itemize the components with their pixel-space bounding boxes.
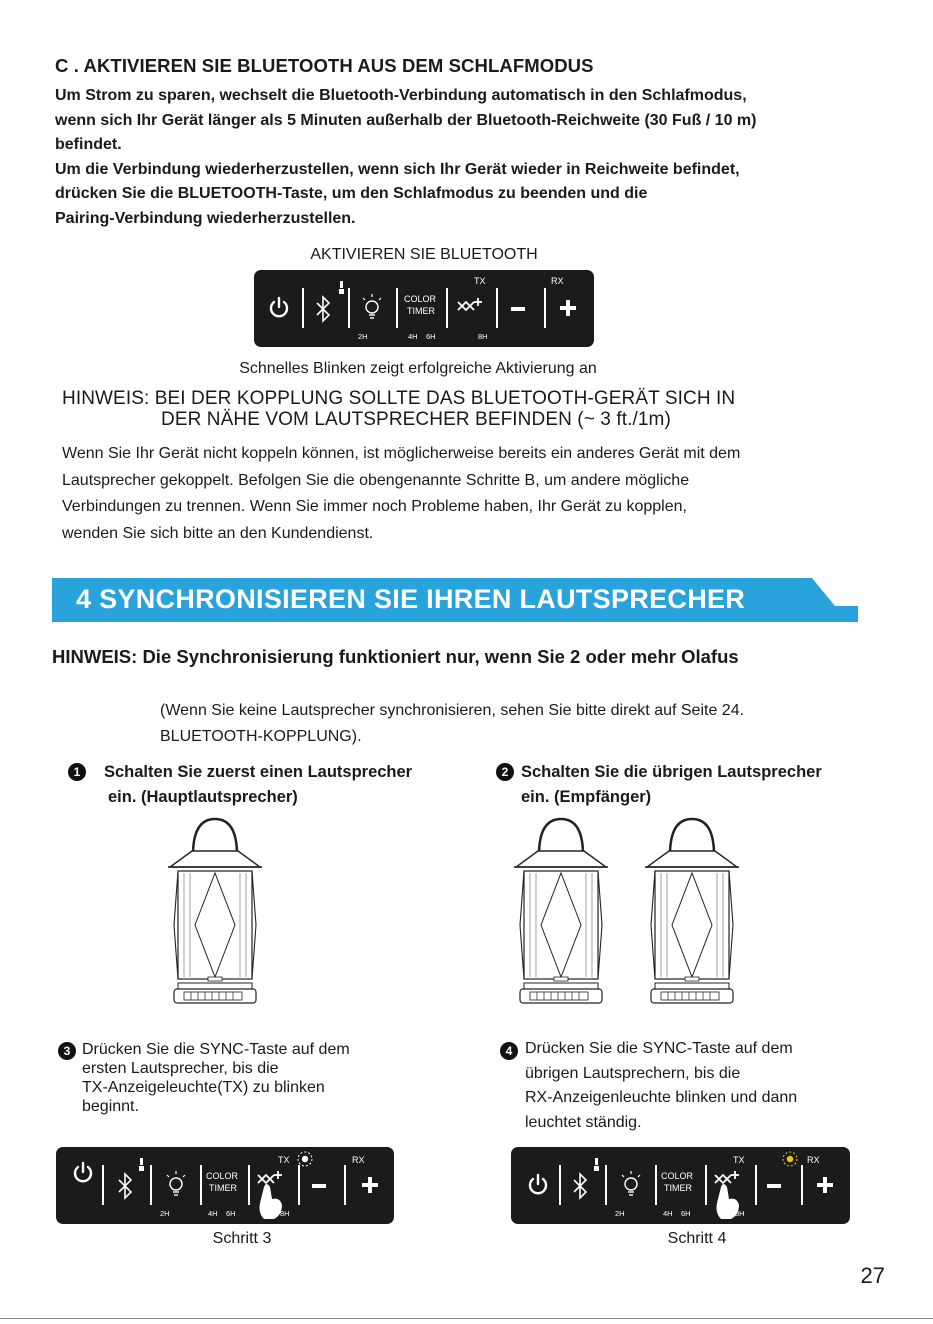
power-icon: [268, 296, 290, 320]
divider: [559, 1165, 561, 1205]
mic-led-icon: [593, 1157, 601, 1173]
lantern-speaker-illustration: [160, 815, 270, 1015]
timer-2h-label: 2H: [358, 332, 368, 341]
sync-skip-note: [160, 698, 744, 750]
panel-caption: Schnelles Blinken zeigt erfolgreiche Aktivierung an: [239, 360, 597, 377]
rx-label: RX: [551, 276, 564, 286]
step-line: beginnt.: [82, 1098, 139, 1115]
step-line: Drücken Sie die SYNC-Taste auf dem: [525, 1040, 793, 1057]
divider: [396, 288, 398, 328]
timer-8h-label: 8H: [735, 1209, 745, 1218]
power-icon: [527, 1173, 549, 1197]
minus-icon: [511, 307, 525, 311]
step-2-heading: [521, 760, 822, 810]
paren-line: (Wenn Sie keine Lautsprecher synchronisieren, sehen Sie bitte direkt auf Seite 24.: [160, 702, 745, 719]
timer-2h-label: 2H: [615, 1209, 625, 1218]
rx-indicator-blinking-icon: [781, 1150, 799, 1168]
mic-led-icon: [338, 280, 346, 296]
step-line: ein. (Hauptlautsprecher): [108, 788, 298, 806]
rx-label: RX: [352, 1155, 365, 1165]
step-3-text: [82, 1040, 350, 1116]
sync-icon: [456, 296, 484, 318]
note-line: DER NÄHE VOM LAUTSPRECHER BEFINDEN (~ 3 ft./1m): [161, 409, 671, 430]
page-bottom-rule: [0, 1318, 933, 1319]
timer-8h-label: 8H: [478, 332, 488, 341]
step-line: RX-Anzeigenleuchte blinken und dann: [525, 1089, 798, 1106]
timer-label: TIMER: [407, 306, 435, 316]
body-line: Wenn Sie Ihr Gerät nicht koppeln können, ist möglicherweise bereits ein anderes Gerät mit dem: [62, 445, 741, 462]
sync-note: HINWEIS: Die Synchronisierung funktioniert nur, wenn Sie 2 oder mehr Olafus: [52, 646, 739, 667]
divider: [102, 1165, 104, 1205]
divider: [801, 1165, 803, 1205]
timer-label: TIMER: [209, 1183, 237, 1193]
divider: [150, 1165, 152, 1205]
rx-label: RX: [807, 1155, 820, 1165]
plus-icon: [560, 300, 576, 316]
divider: [200, 1165, 202, 1205]
step-number: 3: [58, 1042, 76, 1060]
troubleshoot-text: [62, 441, 740, 547]
bluetooth-icon: [314, 295, 334, 323]
step-line: TX-Anzeigeleuchte(TX) zu blinken: [82, 1079, 325, 1096]
timer-2h-label: 2H: [160, 1209, 170, 1218]
plus-icon: [362, 1177, 378, 1193]
divider: [446, 288, 448, 328]
section-c-paragraph: [55, 84, 885, 231]
divider: [248, 1165, 250, 1205]
timer-4h-label: 4H: [663, 1209, 673, 1218]
page-number: 27: [860, 1263, 885, 1288]
step-4-caption: Schritt 4: [667, 1230, 727, 1247]
panel-title: AKTIVIEREN SIE BLUETOOTH: [310, 246, 538, 263]
timer-6h-label: 6H: [226, 1209, 236, 1218]
divider: [348, 288, 350, 328]
tx-label: TX: [278, 1155, 290, 1165]
body-line: Verbindungen zu trennen. Wenn Sie immer noch Probleme haben, Ihr Gerät zu kopplen,: [62, 498, 687, 515]
timer-4h-label: 4H: [408, 332, 418, 341]
color-label: COLOR: [206, 1171, 239, 1181]
plus-icon: [817, 1177, 833, 1193]
light-bulb-icon: [619, 1169, 643, 1199]
step-number: 4: [500, 1042, 518, 1060]
divider: [298, 1165, 300, 1205]
paragraph-line: wenn sich Ihr Gerät länger als 5 Minuten außerhalb der Bluetooth-Reichweite (30 Fuß / 10 m): [55, 111, 757, 129]
step-line: ersten Lautsprecher, bis die: [82, 1060, 279, 1077]
step-number: 1: [68, 763, 86, 781]
tx-label: TX: [474, 276, 486, 286]
bluetooth-icon: [116, 1172, 136, 1200]
minus-icon: [767, 1184, 781, 1188]
step-line: Schalten Sie die übrigen Lautsprecher: [521, 763, 822, 781]
divider: [544, 288, 546, 328]
mic-led-icon: [138, 1157, 146, 1173]
timer-label: TIMER: [664, 1183, 692, 1193]
control-panel: [254, 270, 594, 347]
light-bulb-icon: [360, 292, 384, 322]
minus-icon: [312, 1184, 326, 1188]
step-line: leuchtet ständig.: [525, 1113, 642, 1131]
tx-indicator-blinking-icon: [296, 1150, 314, 1168]
step-line: ein. (Empfänger): [521, 788, 652, 806]
divider: [496, 288, 498, 328]
section-title: 4 SYNCHRONISIEREN SIE IHREN LAUTSPRECHER: [76, 584, 746, 614]
divider: [755, 1165, 757, 1205]
tx-label: TX: [733, 1155, 745, 1165]
section-c-heading: C . AKTIVIEREN SIE BLUETOOTH AUS DEM SCHLAFMODUS: [55, 55, 594, 76]
bluetooth-icon: [571, 1172, 591, 1200]
divider: [705, 1165, 707, 1205]
light-bulb-icon: [164, 1169, 188, 1199]
step-line: Drücken Sie die SYNC-Taste auf dem: [82, 1041, 350, 1058]
body-line: wenden Sie sich bitte an den Kundendienst.: [62, 524, 374, 542]
divider: [344, 1165, 346, 1205]
color-label: COLOR: [404, 294, 437, 304]
control-panel-step-3: [56, 1147, 394, 1224]
step-4-text: [525, 1037, 797, 1135]
divider: [605, 1165, 607, 1205]
step-number: 2: [496, 763, 514, 781]
pairing-note: [62, 388, 735, 430]
divider: [655, 1165, 657, 1205]
timer-6h-label: 6H: [426, 332, 436, 341]
control-panel-step-4: [511, 1147, 850, 1224]
timer-6h-label: 6H: [681, 1209, 691, 1218]
power-icon: [72, 1161, 94, 1185]
timer-8h-label: 8H: [280, 1209, 290, 1218]
lantern-speaker-illustration: [506, 815, 616, 1015]
divider: [302, 288, 304, 328]
paragraph-line: befindet.: [55, 136, 122, 153]
paragraph-line: Um die Verbindung wiederherzustellen, wenn sich Ihr Gerät wieder in Reichweite befindet,: [55, 160, 740, 178]
step-line: Schalten Sie zuerst einen Lautsprecher: [104, 763, 413, 781]
lantern-speaker-illustration: [637, 815, 747, 1015]
paragraph-line: drücken Sie die BLUETOOTH-Taste, um den Schlafmodus zu beenden und die: [55, 185, 648, 202]
note-line: HINWEIS: BEI DER KOPPLUNG SOLLTE DAS BLUETOOTH-GERÄT SICH IN: [62, 388, 736, 409]
timer-4h-label: 4H: [208, 1209, 218, 1218]
step-3-caption: Schritt 3: [212, 1230, 272, 1247]
paragraph-line: Pairing-Verbindung wiederherzustellen.: [55, 209, 356, 227]
step-1-heading: [104, 760, 412, 810]
paren-line: BLUETOOTH-KOPPLUNG).: [160, 728, 362, 745]
color-label: COLOR: [661, 1171, 694, 1181]
step-line: übrigen Lautsprechern, bis die: [525, 1064, 741, 1082]
paragraph-line: Um Strom zu sparen, wechselt die Bluetooth-Verbindung automatisch in den Schlafmodus,: [55, 87, 747, 104]
body-line: Lautsprecher gekoppelt. Befolgen Sie die obengenannte Schritte B, um andere mögliche: [62, 471, 690, 489]
